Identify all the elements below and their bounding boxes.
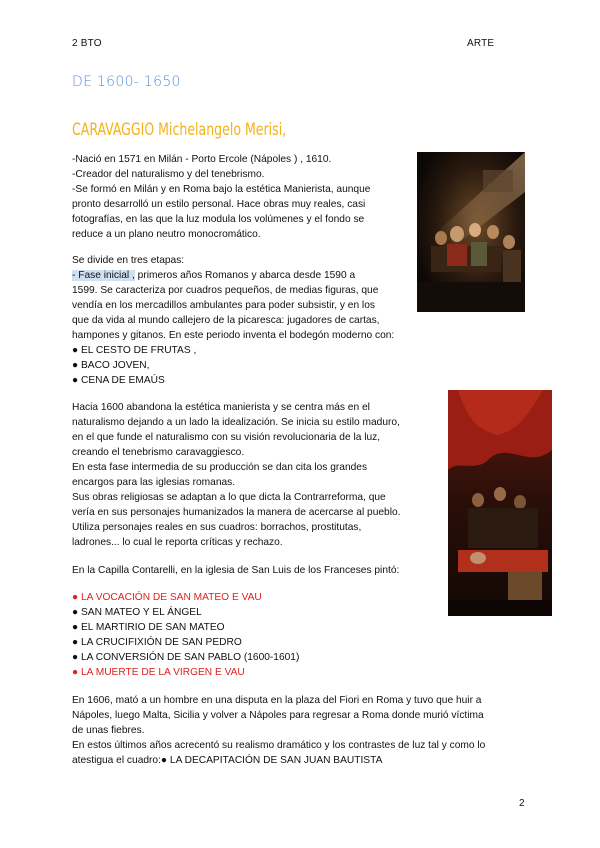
stage2-line: En esta fase intermedia de su producción se dan cita los grandes xyxy=(72,462,368,473)
chapel-work: ● LA VOCACIÓN DE SAN MATEO E VAU xyxy=(72,592,262,603)
stage1-first-line xyxy=(72,268,412,283)
stage1-work: ● CENA DE EMAÚS xyxy=(72,375,165,386)
final-line: Nápoles, luego Malta, Sicilia y volver a Nápoles para regresar a Roma donde murió víctima xyxy=(72,710,484,721)
stage2-block xyxy=(72,400,442,550)
stage2-line: encargos para las iglesias romanas. xyxy=(72,477,236,488)
intro-line: reduce a un plano neutro monocromático. xyxy=(72,229,261,240)
stage2-line: Utiliza personajes reales en sus cuadros: borrachos, prostitutas, xyxy=(72,522,362,533)
stages-intro: Se divide en tres etapas: xyxy=(72,255,185,266)
final-line: En estos últimos años acrecentó su realismo dramático y los contrastes de luz tal y como lo xyxy=(72,740,486,751)
chapel-work: ● SAN MATEO Y EL ÁNGEL xyxy=(72,607,202,618)
painting-calling-svg xyxy=(417,152,525,312)
final-line: de unas fiebres. xyxy=(72,725,145,736)
header-course: 2 BTO xyxy=(72,38,102,49)
stage1-first-rest: primeros años Romanos y abarca desde 1590 a xyxy=(134,270,356,281)
intro-line: -Se formó en Milán y en Roma bajo la estética Manierista, aunque xyxy=(72,184,371,195)
stage1-line: vendía en los mercadillos ambulantes para poder subsistir, y en los xyxy=(72,300,375,311)
intro-line: -Creador del naturalismo y del tenebrismo. xyxy=(72,169,265,180)
stage1-work: ● BACO JOVEN, xyxy=(72,360,150,371)
stage2-line: ladrones... lo cual le reporta críticas y rechazo. xyxy=(72,537,283,548)
stage2-line: creando el tenebrismo caravaggiesco. xyxy=(72,447,245,458)
stage1-block xyxy=(72,253,412,388)
intro-block xyxy=(72,152,412,242)
stage2-line: Hacia 1600 abandona la estética manierista y se centra más en el xyxy=(72,402,370,413)
stage1-line: que da vida al mundo callejero de la picaresca: jugadores de cartas, xyxy=(72,315,380,326)
stage2-line: naturalismo dejando a un lado la idealización. Se inicia su estilo maduro, xyxy=(72,417,400,428)
stage1-highlight: - Fase inicial , xyxy=(72,270,135,281)
chapel-work: ● EL MARTIRIO DE SAN MATEO xyxy=(72,622,225,633)
section-title: DE 1600- 1650 xyxy=(72,74,181,90)
chapel-block xyxy=(72,563,452,680)
final-line: atestigua el cuadro:● LA DECAPITACIÓN DE SAN JUAN BAUTISTA xyxy=(72,755,383,766)
chapel-work: ● LA MUERTE DE LA VIRGEN E VAU xyxy=(72,667,245,678)
chapel-work: ● LA CRUCIFIXIÓN DE SAN PEDRO xyxy=(72,637,242,648)
spacer xyxy=(72,578,452,590)
header-subject: ARTE xyxy=(467,38,495,49)
stage1-line: 1599. Se caracteriza por cuadros pequeños, de medias figuras, que xyxy=(72,285,379,296)
artist-title: CARAVAGGIO Michelangelo Merisi, xyxy=(72,120,287,140)
stage2-line: en el que funde el naturalismo con su visión revolucionaria de la luz, xyxy=(72,432,381,443)
chapel-intro: En la Capilla Contarelli, en la iglesia de San Luis de los Franceses pintó: xyxy=(72,565,400,576)
painting-death-svg xyxy=(448,390,552,616)
intro-line: -Nació en 1571 en Milán - Porto Ercole (Nápoles ) , 1610. xyxy=(72,154,332,165)
page-number: 2 xyxy=(519,798,525,809)
final-line: En 1606, mató a un hombre en una disputa en la plaza del Fiori en Roma y tuvo que huir a xyxy=(72,695,482,706)
stage1-line: hampones y gitanos. En este periodo inventa el bodegón moderno con: xyxy=(72,330,395,341)
painting-calling-of-saint-matthew xyxy=(417,152,525,312)
stage2-line: vería en sus personajes humanizados la manera de acercarse al pueblo. xyxy=(72,507,401,518)
intro-line: fotografías, en las que la luz modula los volúmenes y el fondo se xyxy=(72,214,365,225)
stage1-work: ● EL CESTO DE FRUTAS , xyxy=(72,345,197,356)
intro-line: pronto desarrolló un estilo personal. Hace obras muy reales, casi xyxy=(72,199,366,210)
chapel-work: ● LA CONVERSIÓN DE SAN PABLO (1600-1601) xyxy=(72,652,300,663)
final-block xyxy=(72,693,532,768)
painting-death-of-the-virgin xyxy=(448,390,552,616)
stage2-line: Sus obras religiosas se adaptan a lo que dicta la Contrarreforma, que xyxy=(72,492,386,503)
